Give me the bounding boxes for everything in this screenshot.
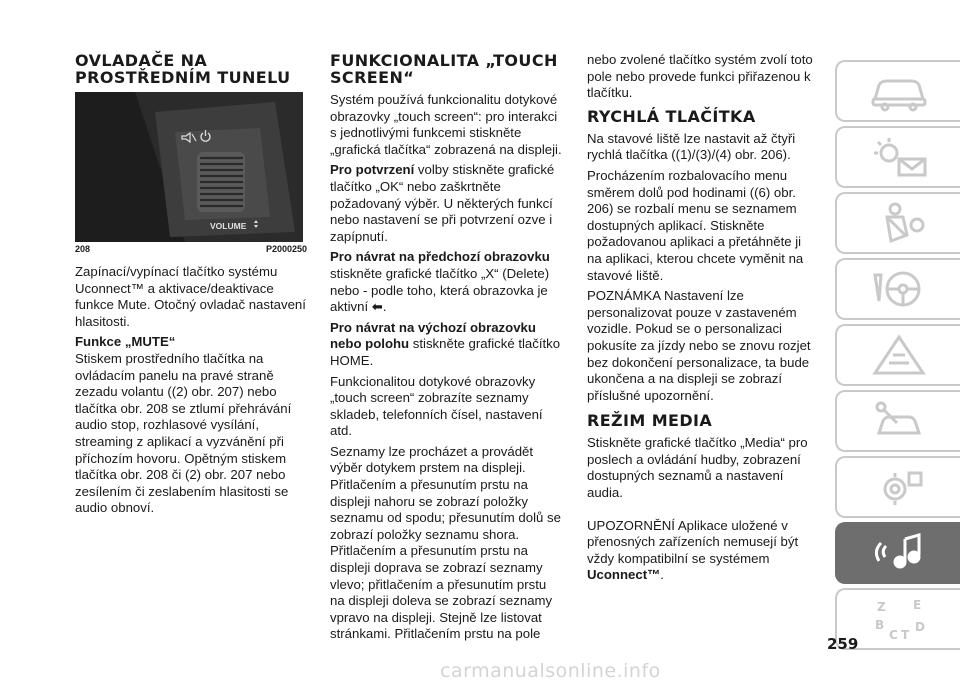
paragraph-text: volby stiskněte grafické tlačítko „OK“ nebo zaškrtněte požadovaný výběr. U některých funkcí nebo nastavení se při potvrzení ozve i zapípnutí. — [330, 162, 555, 244]
paragraph: Zapínací/vypínací tlačítko systému Uconnect™ a aktivace/deaktivace funkce Mute. Otočný ovladač nastavení hlasitosti. — [75, 264, 306, 329]
index-letter: T — [900, 628, 909, 641]
paragraph-home — [330, 320, 562, 370]
paragraph-text: UPOZORNĚNÍ Aplikace uložené v přenosných zařízeních nemusejí být vždy kompatibilní se systémem — [587, 517, 799, 566]
tab-technical-data[interactable] — [835, 456, 960, 518]
paragraph-back — [330, 249, 562, 315]
column-1 — [75, 52, 307, 521]
paragraph: Systém používá funkcionalitu dotykové obrazovky „touch screen“: pro interakci s jednotlivými funkcemi stiskněte „grafická tlačítka“ zobrazená na displeji. — [330, 92, 562, 157]
inline-heading-confirm: Pro potvrzení — [330, 162, 415, 178]
warning-lights-icon — [869, 135, 929, 179]
column-3 — [587, 52, 819, 588]
tab-emergency[interactable] — [835, 324, 960, 386]
paragraph: Stiskněte grafické tlačítko „Media“ pro poslech a ovládání hudby, zobrazení dostupných seznamů a nastavení audia. — [587, 435, 808, 501]
index-letters-icon — [869, 597, 929, 641]
tab-vehicle[interactable] — [835, 60, 960, 122]
tab-safety[interactable] — [835, 192, 960, 254]
wrench-car-icon — [869, 399, 929, 443]
punctuation: . — [660, 567, 664, 583]
index-letter: E — [912, 598, 921, 612]
steering-wheel-icon — [869, 267, 929, 311]
figure-number: 208 — [75, 244, 91, 254]
volume-knob-photo — [75, 92, 303, 242]
subheading-mute: Funkce „MUTE“ — [75, 334, 176, 350]
watermark[interactable]: carmanualsonline.info — [440, 660, 661, 682]
figure-code: P2000250 — [265, 244, 307, 254]
paragraph: Procházením rozbalovacího menu směrem dolů pod hodinami ((6) obr. 206) se rozbalí menu se seznamem dostupných aplikací. Stiskněte požadovanou aplikaci a přetáhněte ji na aplikaci, kterou chcete vyměnit na stavové liště. — [587, 167, 804, 283]
tab-driving[interactable] — [835, 258, 960, 320]
section-heading-tunnel-controls: OVLADAČE NA PROSTŘEDNÍM TUNELU — [75, 51, 291, 87]
seat-safety-icon — [869, 201, 929, 245]
paragraph: Na stavové liště lze nastavit až čtyři rychlá tlačítka ((1)/(3)/(4) obr. 206). — [587, 130, 796, 163]
paragraph: Funkcionalitou dotykové obrazovky „touch screen“ zobrazíte seznamy skladeb, telefonních čísel, nastavení atd. — [330, 373, 543, 439]
figure-caption — [75, 244, 307, 254]
multimedia-icon — [869, 531, 929, 575]
paragraph-text: stiskněte grafické tlačítko HOME. — [330, 336, 561, 368]
section-heading-quick-buttons: RYCHLÁ TLAČÍTKA — [587, 106, 756, 126]
paragraph-warning — [587, 518, 819, 584]
paragraph-confirm — [330, 162, 562, 245]
emergency-triangle-icon — [869, 333, 929, 377]
index-letter: B — [874, 618, 884, 632]
technical-data-icon — [869, 465, 929, 509]
tab-multimedia[interactable] — [835, 522, 960, 584]
back-arrow-icon: ⬅ — [371, 299, 383, 315]
page-number: 259 — [827, 635, 859, 653]
section-heading-media-mode: REŽIM MEDIA — [587, 411, 713, 431]
column-2 — [330, 52, 562, 647]
volume-label: VOLUME — [210, 221, 247, 231]
inline-heading-home: Pro návrat na výchozí obrazovku nebo polohu — [330, 319, 536, 352]
index-letter: D — [914, 620, 925, 634]
section-heading-touch-screen: FUNKCIONALITA „TOUCH SCREEN“ — [330, 51, 558, 87]
tab-dashboard[interactable] — [835, 126, 960, 188]
paragraph-note: POZNÁMKA Nastavení lze personalizovat pouze v zastaveném vozidle. Pokud se o personalizaci pokusíte za jízdy nebo se znovu rozjet bez dokončení personalizace, ta bude ukončena a na displeji se zobrazí příslušné upozornění. — [587, 288, 811, 403]
chapter-tabs — [827, 60, 960, 654]
paragraph: Seznamy lze procházet a provádět výběr dotykem prstem na displeji. Přitlačením a přesunutím prstu na displeji nahoru se zobrazí položky seznamu od spodu; přesunutím dolů se zobrazí položky seznamu shora. Přitlačením a přesunutím prstu na displeji doprava se zobrazí seznamy vlevo; přitlačením a přesunutím prstu na displeji doleva se zobrazí seznamy vpravo na displeji. Stejně lze listovat stránkami. Přitlačením prstu na pole — [330, 443, 561, 642]
tab-maintenance[interactable] — [835, 390, 960, 452]
figure-208-volume-knob — [75, 92, 303, 242]
index-letter: Z — [876, 600, 886, 614]
punctuation: . — [382, 299, 387, 315]
brand-name: Uconnect™ — [587, 567, 661, 583]
inline-heading-back: Pro návrat na předchozí obrazovku — [330, 249, 550, 265]
paragraph: nebo zvolené tlačítko systém zvolí toto pole nebo provede funkci přiřazenou k tlačítku. — [587, 52, 813, 101]
index-letter: C — [888, 628, 898, 641]
paragraph: Stiskem prostředního tlačítka na ovládacím panelu na pravé straně zezadu volantu ((2) obr. 207) nebo tlačítka obr. 208 se ztlumí přehrávání audio stop, rozhlasové vysílání, streaming z aplikací a vyzvánění při příchozím hovoru. Opětným stiskem tlačítka obr. 208 či (2) obr. 207 nebo zesílením či zeslabením hlasitosti se audio obnoví. — [75, 350, 292, 516]
car-icon — [869, 69, 929, 113]
paragraph-text: stiskněte grafické tlačítko „X“ (Delete) nebo - podle toho, která obrazovka je aktivní — [330, 265, 550, 315]
